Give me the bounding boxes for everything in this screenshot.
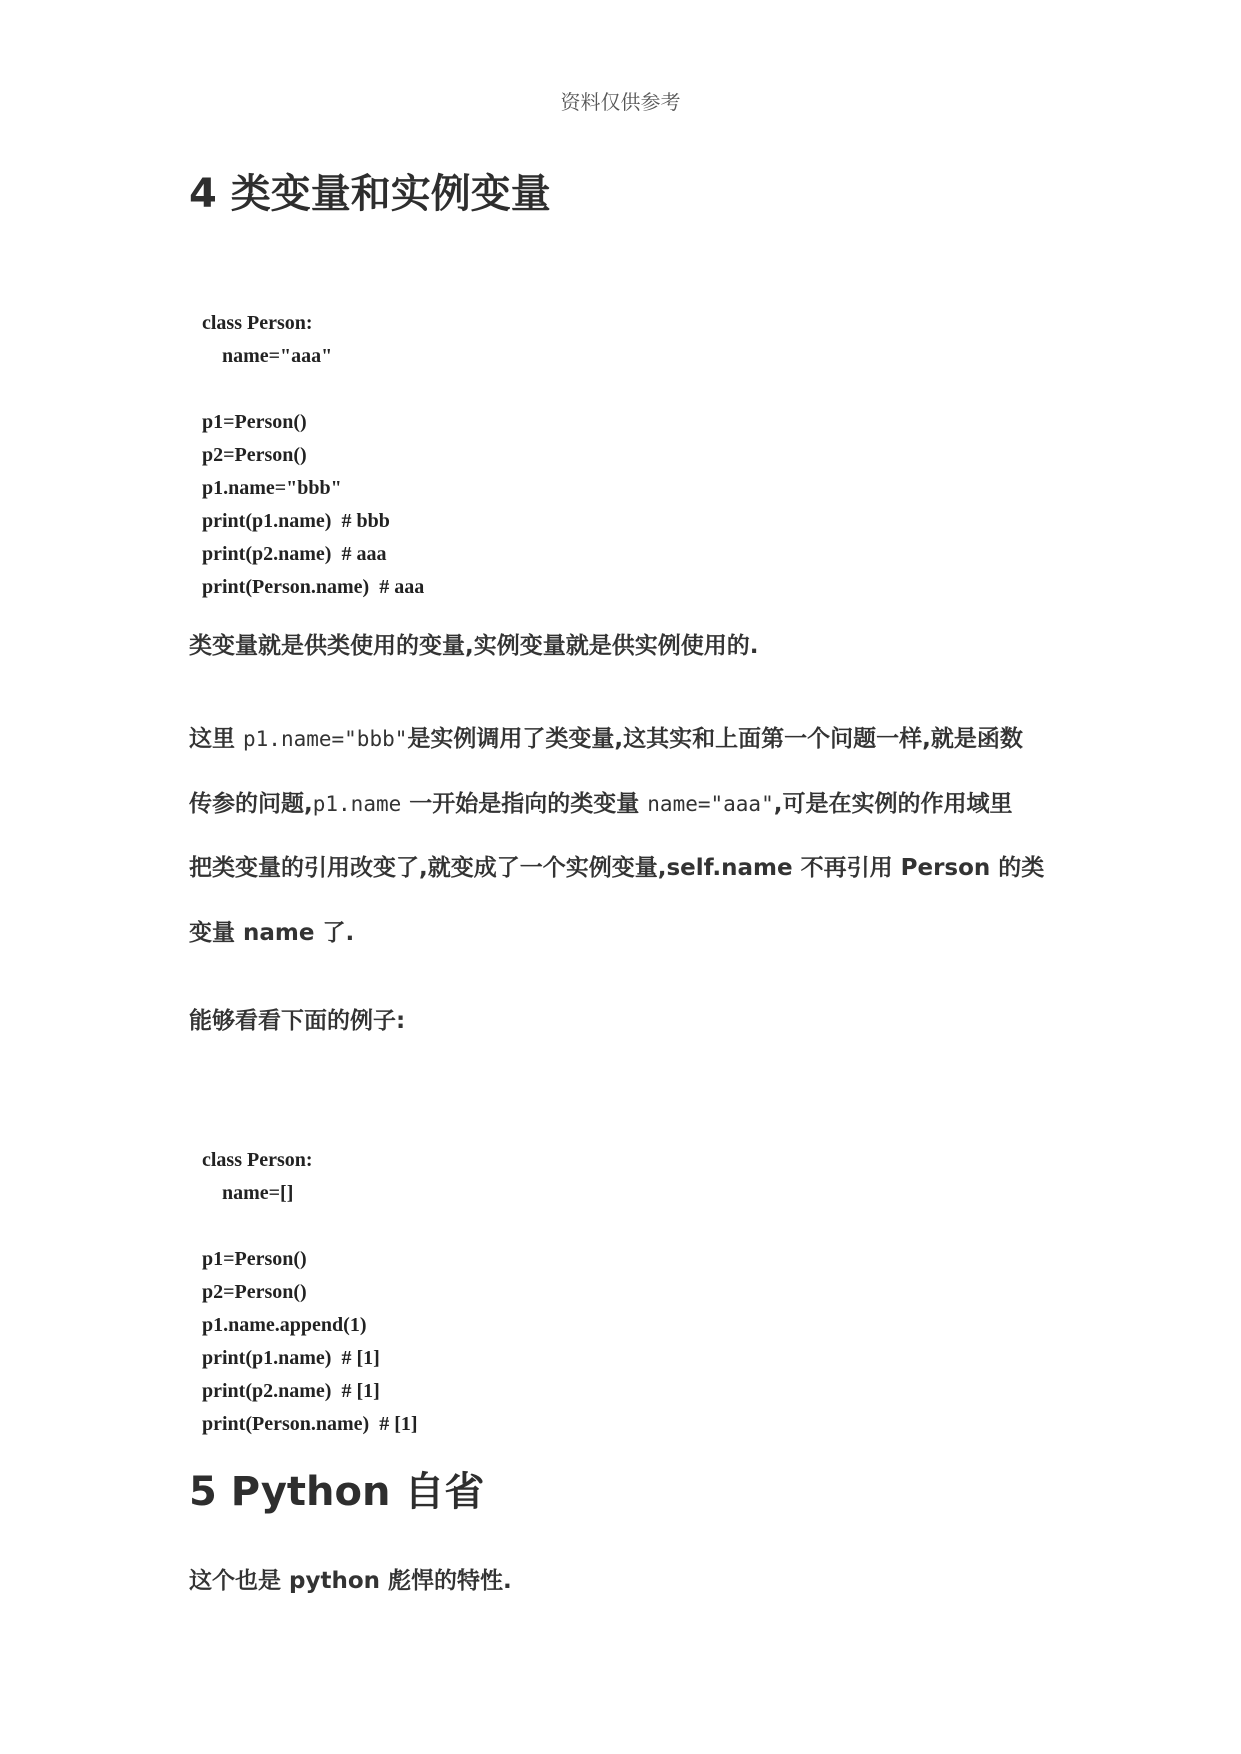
page-header-note: 资料仅供参考 bbox=[560, 90, 681, 114]
explain-text: 一开始是指向的类变量 bbox=[401, 791, 648, 817]
code-line bbox=[202, 373, 424, 406]
explain-line-2 bbox=[189, 785, 1012, 818]
code-line: print(p2.name) # [1] bbox=[202, 1380, 380, 1402]
code-block-2 bbox=[202, 1144, 418, 1441]
code-line: name=[] bbox=[202, 1182, 294, 1204]
section-4-summary: 类变量就是供类使用的变量,实例变量就是供实例使用的. bbox=[189, 633, 759, 659]
code-line: p2=Person() bbox=[202, 1281, 307, 1303]
see-below-text: 能够看看下面的例子: bbox=[189, 1008, 406, 1034]
code-line: print(Person.name) # aaa bbox=[202, 576, 425, 598]
section-4-title: 4 类变量和实例变量 bbox=[189, 171, 551, 217]
explain-text: ,可是在实例的作用域里 bbox=[773, 791, 1013, 817]
code-line: class Person: bbox=[202, 312, 313, 334]
inline-code: name="aaa" bbox=[647, 792, 774, 816]
section-5-intro: 这个也是 python 彪悍的特性. bbox=[189, 1568, 512, 1594]
code-line: p1.name="bbb" bbox=[202, 477, 342, 499]
code-line: print(Person.name) # [1] bbox=[202, 1413, 418, 1435]
code-line: name="aaa" bbox=[202, 345, 333, 367]
explain-line-1 bbox=[189, 720, 1023, 753]
explain-text: 传参的问题, bbox=[189, 791, 313, 817]
code-block-1 bbox=[202, 307, 424, 604]
code-line: print(p1.name) # bbb bbox=[202, 510, 390, 532]
inline-code: p1.name bbox=[312, 792, 402, 816]
code-line bbox=[202, 1210, 418, 1243]
code-line: class Person: bbox=[202, 1149, 313, 1171]
explain-line-4: 变量 name 了. bbox=[189, 920, 355, 946]
code-line: p1=Person() bbox=[202, 411, 307, 433]
section-5-title: 5 Python 自省 bbox=[189, 1469, 485, 1515]
explain-text: 是实例调用了类变量,这其实和上面第一个问题一样,就是函数 bbox=[407, 726, 1023, 752]
explain-text: 这里 bbox=[189, 726, 244, 752]
code-line: print(p2.name) # aaa bbox=[202, 543, 387, 565]
explain-line-3: 把类变量的引用改变了,就变成了一个实例变量,self.name 不再引用 Person 的类 bbox=[189, 855, 1045, 881]
code-line: print(p1.name) # [1] bbox=[202, 1347, 380, 1369]
code-line: p1=Person() bbox=[202, 1248, 307, 1270]
inline-code: p1.name="bbb" bbox=[243, 727, 408, 751]
code-line: p2=Person() bbox=[202, 444, 307, 466]
code-line: p1.name.append(1) bbox=[202, 1314, 367, 1336]
